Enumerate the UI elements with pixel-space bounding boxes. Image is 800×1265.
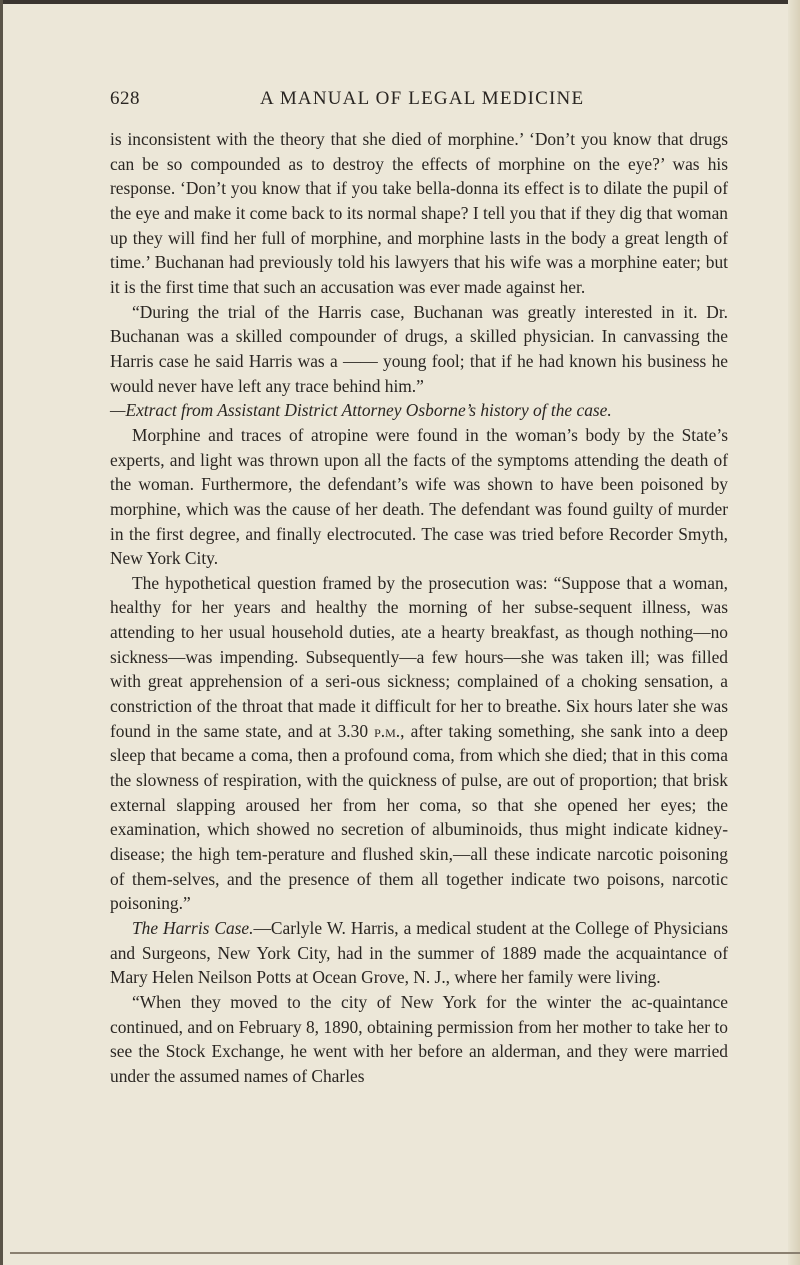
- paragraph-2: “During the trial of the Harris case, Buchanan was greatly interested in it. Dr. Buchanan was a skilled compounder of drugs, a skilled physician. In canvassing the Harris case he said Harris was a —— young fool; that if he had known his business he would never have left any trace behind him.”: [110, 301, 728, 396]
- paragraph-1: is inconsistent with the theory that she died of morphine.’ ‘Don’t you know that drugs can be so compounded as to destroy the effects of morphine on the eye?’ was his response. ‘Don’t you know that if you take bella-donna its effect is to dilate the pupil of the eye and make it come back to its normal shape? I tell you that if they dig that woman up they will find her full of morphine, and morphine lasts in the body a great length of time.’ Buchanan had previously told his lawyers that his wife was a morphine eater; but it is the first time that such an accusation was ever made against her.: [110, 129, 728, 297]
- paragraph-4-pm: p.m.: [374, 720, 401, 741]
- paragraph-3: Morphine and traces of atropine were found in the woman’s body by the State’s experts, and light was thrown upon all the facts of the symptoms attending the death of the woman. Furthermore, the defendant’s wife was shown to have been poisoned by morphine, which was the cause of her death. The defendant was found guilty of murder in the first degree, and finally electrocuted. The case was tried before Recorder Smyth, New York City.: [110, 424, 728, 569]
- page-top-edge: [0, 0, 800, 4]
- page-bottom-edge: [10, 1252, 800, 1254]
- page-header: [110, 88, 730, 118]
- paragraph-6: “When they moved to the city of New York for the winter the ac-quaintance continued, and on February 8, 1890, obtaining permission from her mother to take her to see the Stock Exchange, he went with her before an alderman, and they were married under the assumed names of Charles: [110, 991, 728, 1086]
- paragraph-5-text: —Carlyle W. Harris, a medical student at the College of Physicians and Surgeons, New York City, had in the summer of 1889 made the acquaintance of Mary Helen Neilson Potts at Ocean Grove, N. J., where her family were living.: [110, 918, 728, 988]
- section-title-harris-case: The Harris Case.: [132, 918, 254, 938]
- paragraph-4-part-b: , after taking something, she sank into a deep sleep that became a coma, then a profound coma, from which she died; that in this coma the slowness of respiration, with the quickness of pulse, are out of proportion; that brisk external slapping aroused her from her coma, so that she opened her eyes; the examination, which showed no secretion of albuminoids, thus might indicate kidney-disease; the high tem-perature and flushed skin,—all these indicate narcotic poisoning of them-selves, and the presence of them all together indicate two poisons, narcotic poisoning.”: [110, 720, 729, 914]
- page-right-edge: [788, 0, 800, 1265]
- paragraph-2-attribution: —Extract from Assistant District Attorney Osborne’s history of the case.: [110, 400, 612, 421]
- paragraph-4-part-a: The hypothetical question framed by the prosecution was: “Suppose that a woman, healthy for her years and healthy the morning of her subse-sequent illness, was attending to her usual household duties, ate a hearty breakfast, as though nothing—no sickness—was impending. Subsequently—a few hours—she was taken ill; was filled with great apprehension of a seri-ous sickness; complained of a choking sensation, a constriction of the throat that made it difficult for her to breathe. Six hours later she was found in the same state, and at 3.30: [110, 572, 728, 741]
- running-head: A MANUAL OF LEGAL MEDICINE: [260, 88, 585, 109]
- page-number: 628: [110, 88, 140, 109]
- paragraph-4: [110, 571, 728, 916]
- body-text: [110, 127, 728, 1089]
- page-left-edge: [0, 0, 3, 1265]
- paragraph-5: [110, 916, 728, 990]
